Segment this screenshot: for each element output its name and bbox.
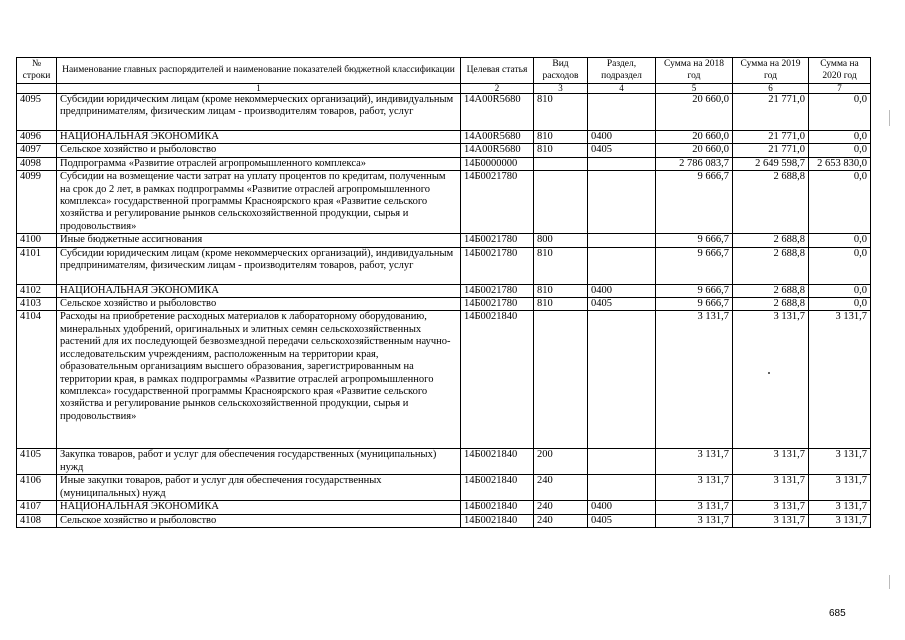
row-expense-type: 810 bbox=[534, 284, 588, 297]
row-section bbox=[588, 94, 656, 131]
table-row bbox=[17, 94, 871, 131]
row-sum-2019: 3 131,7 bbox=[733, 311, 809, 449]
row-sum-2018: 3 131,7 bbox=[656, 514, 733, 527]
row-number: 4104 bbox=[17, 311, 57, 449]
row-target-article: 14А00R5680 bbox=[461, 131, 534, 144]
row-name: Иные бюджетные ассигнования bbox=[57, 234, 461, 247]
row-section bbox=[588, 234, 656, 247]
row-sum-2019: 2 688,8 bbox=[733, 171, 809, 234]
row-section: 0400 bbox=[588, 284, 656, 297]
row-number: 4106 bbox=[17, 475, 57, 501]
row-section bbox=[588, 157, 656, 170]
row-target-article: 14Б0021840 bbox=[461, 501, 534, 514]
row-number: 4099 bbox=[17, 171, 57, 234]
header-name: Наименование главных распорядителей и наименование показателей бюджетной классификации bbox=[57, 58, 461, 84]
row-sum-2020: 0,0 bbox=[809, 94, 871, 131]
row-sum-2020: 2 653 830,0 bbox=[809, 157, 871, 170]
row-section bbox=[588, 171, 656, 234]
row-sum-2020: 0,0 bbox=[809, 144, 871, 157]
row-sum-2018: 9 666,7 bbox=[656, 234, 733, 247]
row-section: 0405 bbox=[588, 144, 656, 157]
row-sum-2019: 2 688,8 bbox=[733, 298, 809, 311]
row-expense-type: 240 bbox=[534, 514, 588, 527]
header-section: Раздел, подраздел bbox=[588, 58, 656, 84]
header-sum-2018: Сумма на 2018 год bbox=[656, 58, 733, 84]
column-number-row bbox=[17, 84, 871, 94]
row-sum-2020: 0,0 bbox=[809, 247, 871, 284]
row-sum-2018: 3 131,7 bbox=[656, 501, 733, 514]
row-target-article: 14А00R5680 bbox=[461, 94, 534, 131]
row-sum-2019: 2 688,8 bbox=[733, 284, 809, 297]
row-sum-2018: 9 666,7 bbox=[656, 247, 733, 284]
table-row bbox=[17, 247, 871, 284]
row-section: 0400 bbox=[588, 131, 656, 144]
row-expense-type: 810 bbox=[534, 298, 588, 311]
row-expense-type: 810 bbox=[534, 131, 588, 144]
row-name: НАЦИОНАЛЬНАЯ ЭКОНОМИКА bbox=[57, 284, 461, 297]
scan-speck bbox=[768, 372, 770, 374]
row-expense-type: 200 bbox=[534, 449, 588, 475]
row-sum-2020: 3 131,7 bbox=[809, 514, 871, 527]
header-row-number: № строки bbox=[17, 58, 57, 84]
header-sum-2020: Сумма на 2020 год bbox=[809, 58, 871, 84]
table-row bbox=[17, 234, 871, 247]
row-expense-type bbox=[534, 311, 588, 449]
row-sum-2019: 3 131,7 bbox=[733, 449, 809, 475]
table-row bbox=[17, 171, 871, 234]
row-target-article: 14Б0021780 bbox=[461, 298, 534, 311]
row-sum-2018: 20 660,0 bbox=[656, 131, 733, 144]
row-number: 4098 bbox=[17, 157, 57, 170]
row-name: НАЦИОНАЛЬНАЯ ЭКОНОМИКА bbox=[57, 131, 461, 144]
row-section: 0405 bbox=[588, 514, 656, 527]
row-number: 4107 bbox=[17, 501, 57, 514]
budget-table bbox=[16, 57, 871, 528]
row-target-article: 14Б0021780 bbox=[461, 284, 534, 297]
row-name: Субсидии юридическим лицам (кроме некоммерческих организаций), индивидуальным предпринимателям, физическим лицам - производителям товаров, работ, услуг bbox=[57, 94, 461, 131]
row-sum-2019: 21 771,0 bbox=[733, 94, 809, 131]
row-sum-2018: 2 786 083,7 bbox=[656, 157, 733, 170]
col-number: 5 bbox=[656, 84, 733, 94]
col-number: 6 bbox=[733, 84, 809, 94]
row-expense-type: 810 bbox=[534, 247, 588, 284]
col-number: 3 bbox=[534, 84, 588, 94]
row-number: 4097 bbox=[17, 144, 57, 157]
page-number: 685 bbox=[829, 608, 846, 619]
table-body bbox=[17, 94, 871, 528]
row-number: 4095 bbox=[17, 94, 57, 131]
row-sum-2018: 20 660,0 bbox=[656, 144, 733, 157]
row-section bbox=[588, 311, 656, 449]
row-name: Подпрограмма «Развитие отраслей агропромышленного комплекса» bbox=[57, 157, 461, 170]
row-expense-type: 800 bbox=[534, 234, 588, 247]
row-number: 4108 bbox=[17, 514, 57, 527]
row-expense-type bbox=[534, 171, 588, 234]
table-row bbox=[17, 449, 871, 475]
row-sum-2018: 3 131,7 bbox=[656, 449, 733, 475]
table-header bbox=[17, 58, 871, 94]
table-row bbox=[17, 475, 871, 501]
row-name: Закупка товаров, работ и услуг для обеспечения государственных (муниципальных) нужд bbox=[57, 449, 461, 475]
scan-edge-mark bbox=[889, 110, 890, 126]
table-row bbox=[17, 298, 871, 311]
table-row bbox=[17, 144, 871, 157]
table-row bbox=[17, 311, 871, 449]
table-row bbox=[17, 131, 871, 144]
row-sum-2019: 3 131,7 bbox=[733, 514, 809, 527]
row-name: Сельское хозяйство и рыболовство bbox=[57, 514, 461, 527]
row-number: 4103 bbox=[17, 298, 57, 311]
row-target-article: 14Б0021840 bbox=[461, 449, 534, 475]
row-sum-2020: 0,0 bbox=[809, 171, 871, 234]
col-number: 1 bbox=[57, 84, 461, 94]
row-section bbox=[588, 449, 656, 475]
row-sum-2019: 2 688,8 bbox=[733, 247, 809, 284]
row-target-article: 14Б0021780 bbox=[461, 171, 534, 234]
row-section bbox=[588, 247, 656, 284]
row-sum-2019: 3 131,7 bbox=[733, 475, 809, 501]
row-expense-type: 240 bbox=[534, 475, 588, 501]
row-sum-2020: 3 131,7 bbox=[809, 311, 871, 449]
row-number: 4096 bbox=[17, 131, 57, 144]
row-target-article: 14Б0021780 bbox=[461, 234, 534, 247]
row-target-article: 14Б0021840 bbox=[461, 311, 534, 449]
row-sum-2018: 9 666,7 bbox=[656, 298, 733, 311]
header-sum-2019: Сумма на 2019 год bbox=[733, 58, 809, 84]
row-sum-2020: 0,0 bbox=[809, 298, 871, 311]
table-row bbox=[17, 501, 871, 514]
row-name: НАЦИОНАЛЬНАЯ ЭКОНОМИКА bbox=[57, 501, 461, 514]
row-target-article: 14А00R5680 bbox=[461, 144, 534, 157]
row-sum-2019: 3 131,7 bbox=[733, 501, 809, 514]
row-sum-2018: 3 131,7 bbox=[656, 475, 733, 501]
header-target-article: Целевая статья bbox=[461, 58, 534, 84]
row-section bbox=[588, 475, 656, 501]
row-number: 4102 bbox=[17, 284, 57, 297]
row-name: Сельское хозяйство и рыболовство bbox=[57, 144, 461, 157]
row-sum-2018: 3 131,7 bbox=[656, 311, 733, 449]
row-sum-2020: 0,0 bbox=[809, 284, 871, 297]
col-number: 2 bbox=[461, 84, 534, 94]
row-sum-2020: 0,0 bbox=[809, 131, 871, 144]
row-name: Сельское хозяйство и рыболовство bbox=[57, 298, 461, 311]
table-row bbox=[17, 157, 871, 170]
row-sum-2019: 21 771,0 bbox=[733, 144, 809, 157]
row-sum-2020: 3 131,7 bbox=[809, 501, 871, 514]
row-sum-2018: 9 666,7 bbox=[656, 284, 733, 297]
row-name: Субсидии на возмещение части затрат на уплату процентов по кредитам, полученным на срок до 2 лет, в рамках подпрограммы «Развитие отраслей агропромышленного комплекса» государственной программы Красноярского края «Развитие сельского хозяйства и регулирование рынков сельскохозяйственной продукции, сырья и продовольствия» bbox=[57, 171, 461, 234]
row-target-article: 14Б0000000 bbox=[461, 157, 534, 170]
row-expense-type: 810 bbox=[534, 144, 588, 157]
table-row bbox=[17, 514, 871, 527]
row-section: 0405 bbox=[588, 298, 656, 311]
row-target-article: 14Б0021840 bbox=[461, 514, 534, 527]
row-expense-type bbox=[534, 157, 588, 170]
table-row bbox=[17, 284, 871, 297]
scan-edge-mark bbox=[889, 575, 890, 589]
row-sum-2019: 2 688,8 bbox=[733, 234, 809, 247]
row-number: 4105 bbox=[17, 449, 57, 475]
row-sum-2020: 3 131,7 bbox=[809, 449, 871, 475]
row-expense-type: 240 bbox=[534, 501, 588, 514]
row-name: Расходы на приобретение расходных материалов к лабораторному оборудованию, минеральных удобрений, оригинальных и элитных семян сельскохозяйственных растений для их последующей безвозмездной передачи сельскохозяйственным научно-исследовательским учреждениям, расположенным на территории края, образовательным организациям высшего образования, зарегистрированным на территории края, в рамках подпрограммы «Развитие отраслей агропромышленного комплекса» государственной программы Красноярского края «Развитие сельского хозяйства и регулирование рынков сельскохозяйственной продукции, сырья и продовольствия» bbox=[57, 311, 461, 449]
row-sum-2019: 2 649 598,7 bbox=[733, 157, 809, 170]
row-expense-type: 810 bbox=[534, 94, 588, 131]
col-number: 4 bbox=[588, 84, 656, 94]
row-number: 4100 bbox=[17, 234, 57, 247]
row-target-article: 14Б0021780 bbox=[461, 247, 534, 284]
row-sum-2018: 20 660,0 bbox=[656, 94, 733, 131]
row-sum-2020: 0,0 bbox=[809, 234, 871, 247]
row-sum-2018: 9 666,7 bbox=[656, 171, 733, 234]
row-sum-2020: 3 131,7 bbox=[809, 475, 871, 501]
row-name: Иные закупки товаров, работ и услуг для обеспечения государственных (муниципальных) нужд bbox=[57, 475, 461, 501]
row-number: 4101 bbox=[17, 247, 57, 284]
row-target-article: 14Б0021840 bbox=[461, 475, 534, 501]
col-number: 7 bbox=[809, 84, 871, 94]
col-number bbox=[17, 84, 57, 94]
row-name: Субсидии юридическим лицам (кроме некоммерческих организаций), индивидуальным предпринимателям, физическим лицам - производителям товаров, работ, услуг bbox=[57, 247, 461, 284]
header-expense-type: Вид расходов bbox=[534, 58, 588, 84]
row-section: 0400 bbox=[588, 501, 656, 514]
row-sum-2019: 21 771,0 bbox=[733, 131, 809, 144]
